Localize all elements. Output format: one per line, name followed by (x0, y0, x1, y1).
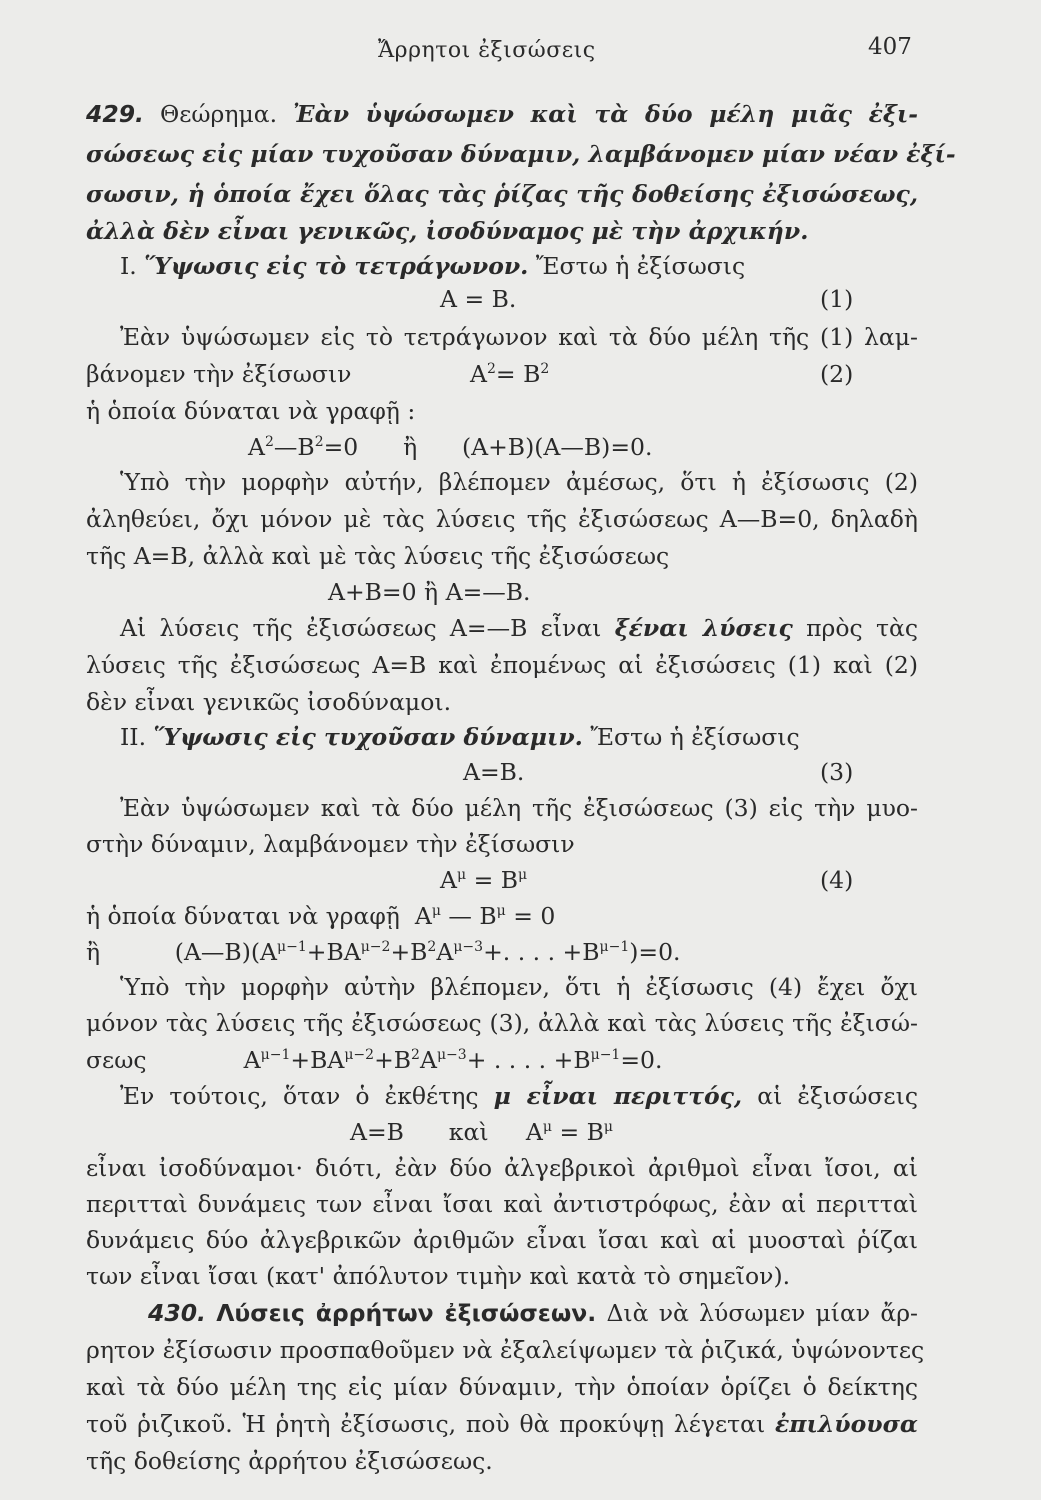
text-line: εἶναι ἰσοδύναμοι· διότι, ἐὰν δύο ἀλγεβρικοὶ ἀριθμοὶ εἶναι ἴσοι, αἱ (86, 1154, 918, 1182)
equation: $A^2—B^2=0$ ἢ (A+B)(A—B)=0. (248, 433, 653, 461)
text-line: στὴν δύναμιν, λαμβάνομεν τὴν ἐξίσωσιν (86, 830, 575, 858)
text-line: λύσεις τῆς ἐξισώσεως A=B καὶ ἐπομένως αἱ ἐξισώσεις (1) καὶ (2) (86, 651, 918, 679)
text-line: Ἐὰν ὑψώσωμεν εἰς τὸ τετράγωνον καὶ τὰ δύο μέλη τῆς (1) λαμ- (120, 323, 918, 351)
section-heading: 430. Λύσεις ἀρρήτων ἐξισώσεων. Διὰ νὰ λύσωμεν μίαν ἄρ- (148, 1299, 918, 1327)
part-heading: I. Ὕψωσις εἰς τὸ τετράγωνον. Ἔστω ἡ ἐξίσωσις (120, 252, 746, 280)
equation-number: (2) (820, 360, 854, 388)
text-line: τῆς A=B, ἀλλὰ καὶ μὲ τὰς λύσεις τῆς ἐξισώσεως (86, 542, 670, 570)
text-line: σεως $A^{\mu-1}+BA^{\mu-2}+B^2A^{\mu-3}+$ . . . . $+B^{\mu-1}=0$. (86, 1046, 663, 1074)
equation: $A^2= B^2$ (470, 360, 550, 388)
theorem-label: Θεώρημα. (159, 100, 278, 128)
section-title: Λύσεις ἀρρήτων ἐξισώσεων. (216, 1299, 597, 1327)
text-line: ρητον ἐξίσωσιν προσπαθοῦμεν νὰ ἐξαλείψωμεν τὰ ῥιζικά, ὑψώνοντες (86, 1336, 925, 1364)
equation: $A^\mu = B^\mu$ (440, 866, 528, 894)
page-header (0, 34, 1041, 74)
text-line: τοῦ ῥιζικοῦ. Ἡ ῥητὴ ἐξίσωσις, ποὺ θὰ προκύψῃ λέγεται ἐπιλύουσα (86, 1410, 918, 1438)
emphasis: ξέναι λύσεις (614, 614, 793, 642)
text-line: Ὑπὸ τὴν μορφὴν αὐτήν, βλέπομεν ἀμέσως, ὅτι ἡ ἐξίσωσις (2) (120, 468, 918, 496)
text-line: δυνάμεις δύο ἀλγεβρικῶν ἀριθμῶν εἶναι ἴσαι καὶ αἱ μυοσταὶ ῥίζαι (86, 1226, 918, 1254)
text-line: καὶ τὰ δύο μέλη της εἰς μίαν δύναμιν, τὴν ὁποίαν ὁρίζει ὁ δείκτης (86, 1373, 918, 1401)
section-number: 430. (148, 1299, 206, 1327)
text-line: ἡ ὁποία δύναται νὰ γραφῇ $A^\mu$ — $B^\mu = 0$ (86, 902, 556, 930)
emphasis: μ εἶναι περιττός, (493, 1082, 743, 1110)
equation-number: (1) (820, 285, 854, 313)
text-line: Αἱ λύσεις τῆς ἐξισώσεως A=—B εἶναι ξέναι λύσεις πρὸς τὰς (120, 614, 918, 642)
text-line: Ἐὰν ὑψώσωμεν καὶ τὰ δύο μέλη τῆς ἐξισώσεως (3) εἰς τὴν μυο- (120, 794, 918, 822)
theorem-line: 429. Θεώρημα. Ἐὰν ὑψώσωμεν καὶ τὰ δύο μέλη μιᾶς ἐξι- (86, 100, 918, 128)
text-line: Ἐν τούτοις, ὅταν ὁ ἐκθέτης μ εἶναι περιττός, αἱ ἐξισώσεις (120, 1082, 918, 1110)
text-line: δὲν εἶναι γενικῶς ἰσοδύναμοι. (86, 688, 452, 716)
text-line: ἢ $(A—B)(A^{\mu-1}+BA^{\mu-2}+B^2A^{\mu-3}+$. . . . $+B^{\mu-1})=0$. (86, 938, 681, 966)
theorem-line: σώσεως εἰς μίαν τυχοῦσαν δύναμιν, λαμβάνομεν μίαν νέαν ἐξί- (86, 140, 956, 168)
theorem-line: ἀλλὰ δὲν εἶναι γενικῶς, ἰσοδύναμος μὲ τὴν ἀρχικήν. (86, 217, 809, 245)
equation-number: (4) (820, 866, 854, 894)
equation: A+B=0 ἢ A=—B. (328, 578, 531, 606)
text-line: βάνομεν τὴν ἐξίσωσιν (86, 360, 352, 388)
text-line: μόνον τὰς λύσεις τῆς ἐξισώσεως (3), ἀλλὰ καὶ τὰς λύσεις τῆς ἐξισώ- (86, 1009, 918, 1037)
running-title: Ἄρρητοι ἐξισώσεις (378, 38, 596, 63)
part-heading: II. Ὕψωσις εἰς τυχοῦσαν δύναμιν. Ἔστω ἡ ἐξίσωσις (120, 723, 800, 751)
emphasis: ἐπιλύουσα (774, 1410, 918, 1438)
text-line: ἀληθεύει, ὄχι μόνον μὲ τὰς λύσεις τῆς ἐξισώσεως A—B=0, δηλαδὴ (86, 505, 918, 533)
section-number: 429. (86, 100, 144, 128)
equation: A = B. (440, 285, 517, 313)
equation: A=B. (463, 758, 525, 786)
equation-number: (3) (820, 758, 854, 786)
equation: A=B καὶ $A^\mu = B^\mu$ (350, 1118, 613, 1146)
text-line: των εἶναι ἴσαι (κατ' ἀπόλυτον τιμὴν καὶ κατὰ τὸ σημεῖον). (86, 1262, 791, 1290)
page-number: 407 (868, 34, 912, 60)
theorem-line: σωσιν, ἡ ὁποία ἔχει ὅλας τὰς ῥίζας τῆς δοθείσης ἐξισώσεως, (86, 180, 918, 208)
text-line: περιτταὶ δυνάμεις των εἶναι ἴσαι καὶ ἀντιστρόφως, ἐὰν αἱ περιτταὶ (86, 1190, 918, 1218)
text-line: Ὑπὸ τὴν μορφὴν αὐτὴν βλέπομεν, ὅτι ἡ ἐξίσωσις (4) ἔχει ὄχι (120, 973, 918, 1001)
text-line: τῆς δοθείσης ἀρρήτου ἐξισώσεως. (86, 1447, 493, 1475)
text-line: ἡ ὁποία δύναται νὰ γραφῇ : (86, 397, 416, 425)
